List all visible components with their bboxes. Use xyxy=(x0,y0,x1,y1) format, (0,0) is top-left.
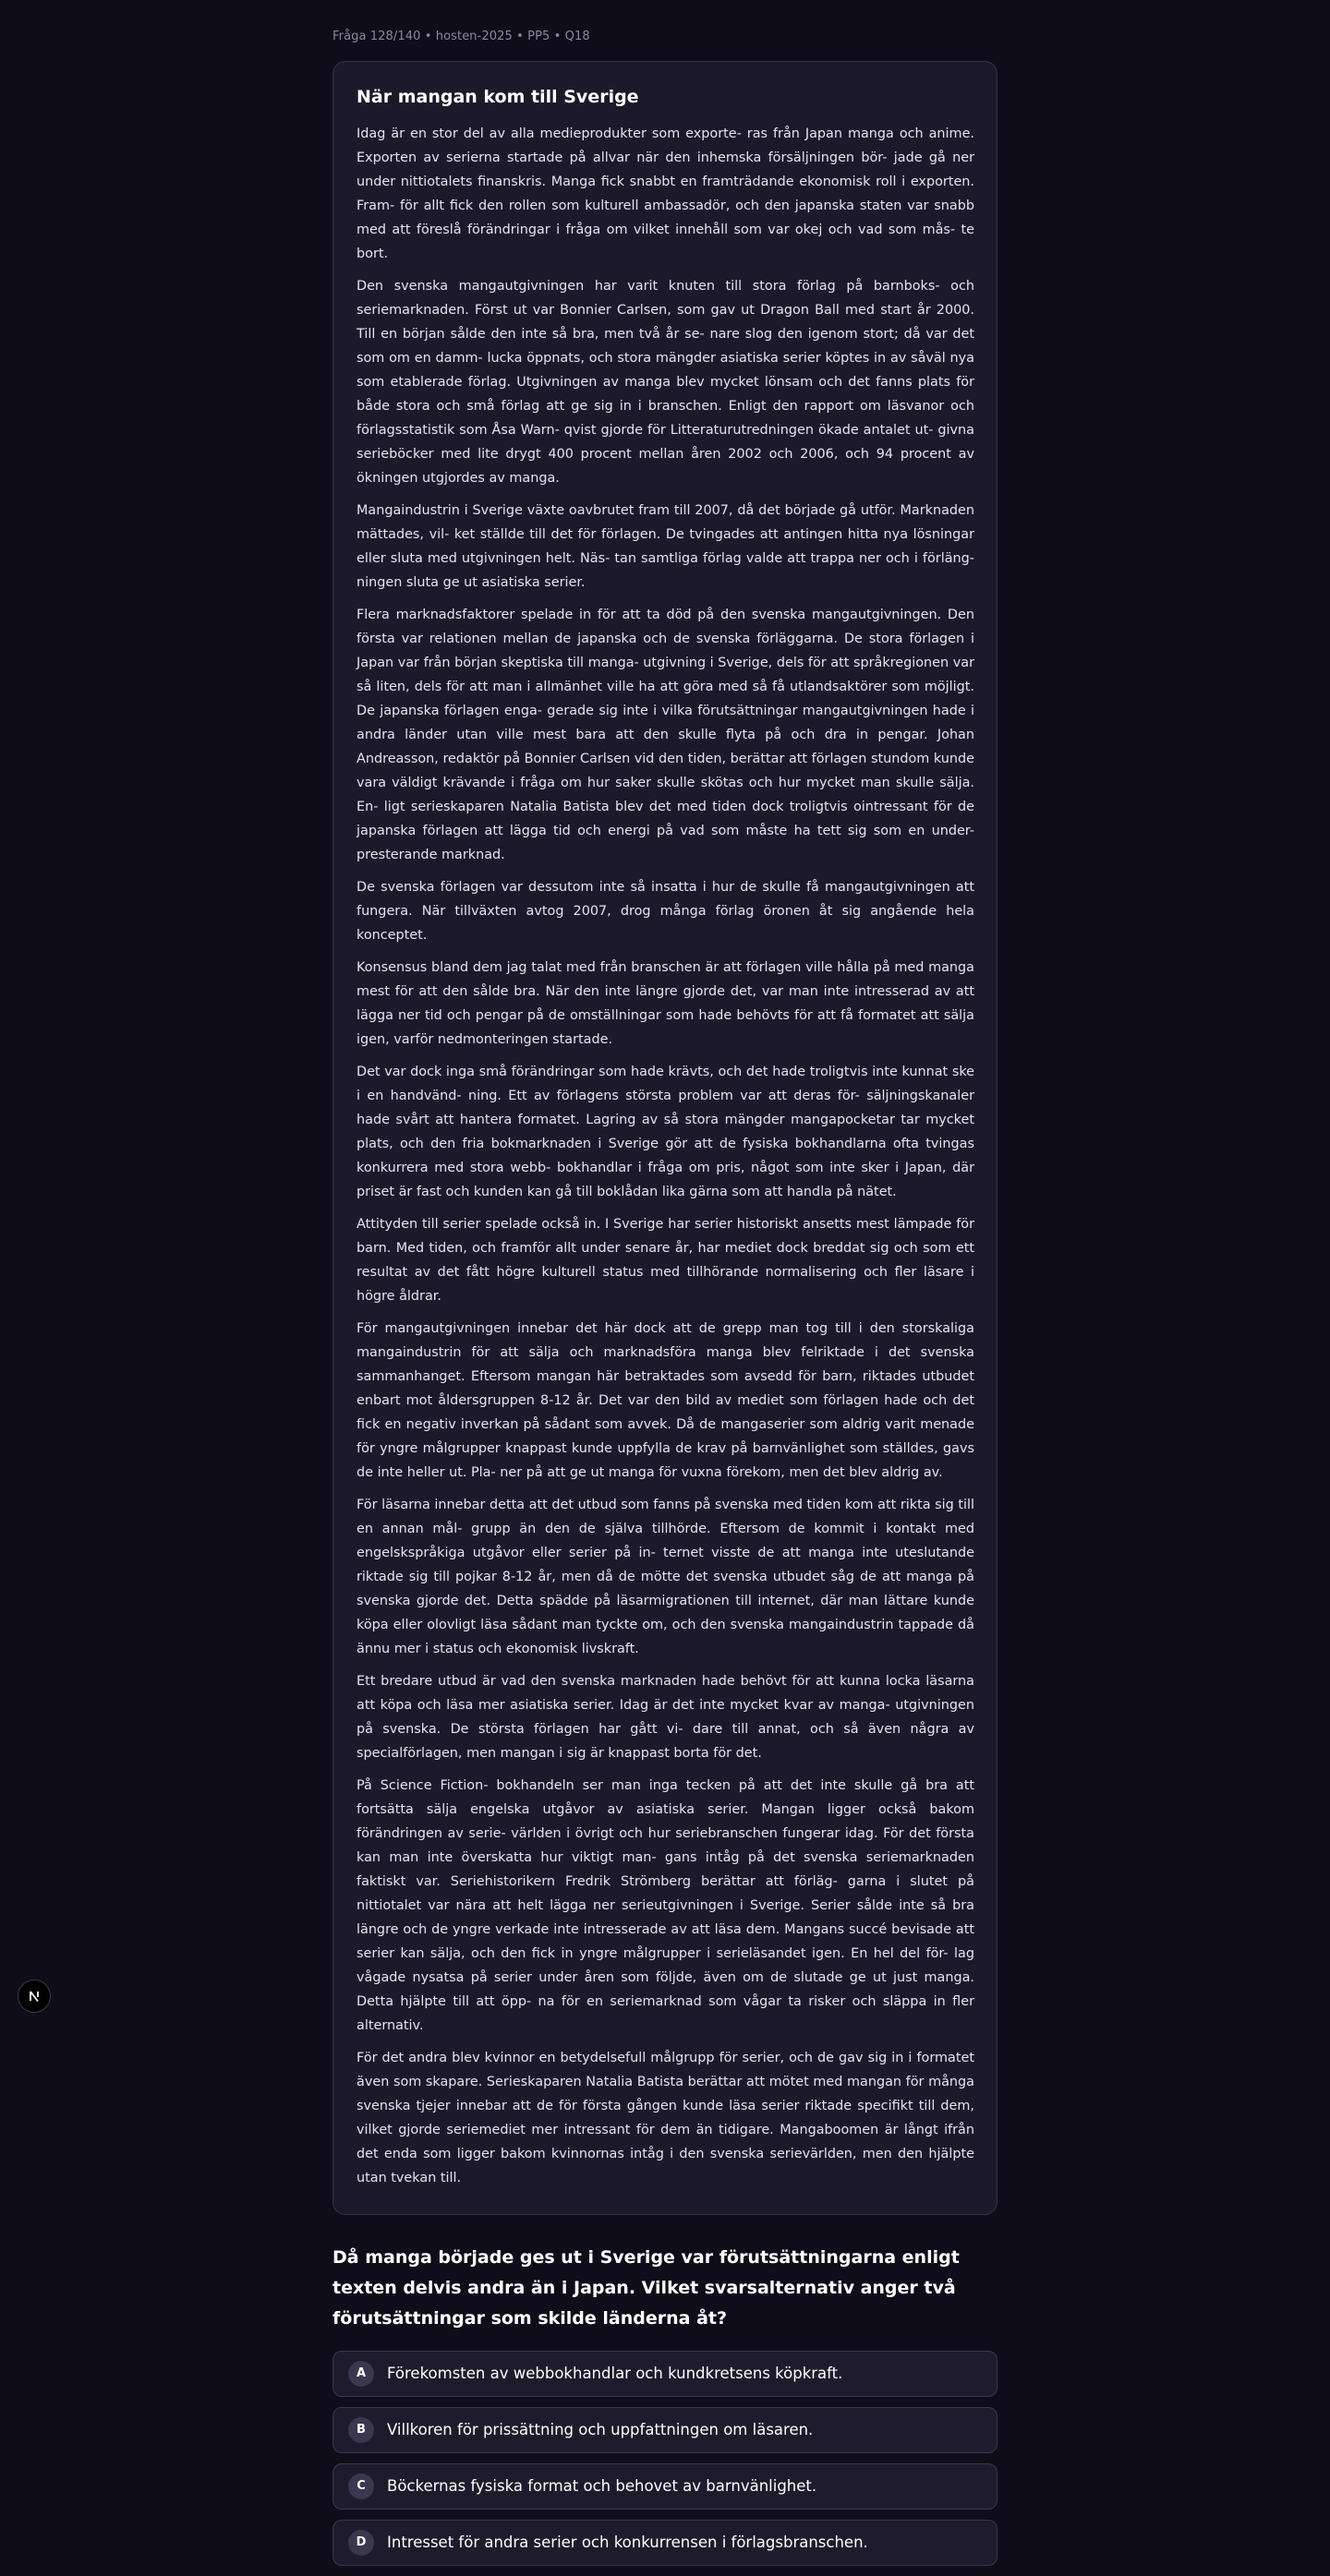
article-paragraph: Attityden till serier spelade också in. I Sverige har serier historiskt ansetts mest lämpade för barn. Med tiden, och framför allt under senare år, har mediet dock breddat sig och som ett resultat av det fått högre kulturell status med tillhörande normalisering och fler läsare i högre åldrar. xyxy=(357,1216,974,1304)
option-label: Villkoren för prissättning och uppfattningen om läsaren. xyxy=(387,2421,814,2439)
option-label: Böckernas fysiska format och behovet av barnvänlighet. xyxy=(387,2477,817,2496)
question-meta: Fråga 128/140 • hosten-2025 • PP5 • Q18 xyxy=(332,30,590,43)
article-card xyxy=(332,61,998,2215)
answer-option-a[interactable] xyxy=(332,2351,998,2397)
article-paragraph: För mangautgivningen innebar det här dock att de grepp man tog till i den storskaliga mangaindustrin för att sälja och marknadsföra manga blev felriktade i det svenska sammanhanget. Eftersom mangan här betraktades som avsedd för barn, riktades utbudet enbart mot åldersgruppen 8-12 år. Det var den bild av mediet som förlagen hade och det fick en negativ inverkan på sådant som avvek. Då de mangaserier som aldrig varit menade för yngre målgrupper knappast kunde uppfylla de krav på barnvänlighet som ställdes, gavs de inte heller ut. Pla- ner på att ge ut manga för vuxna förekom, men det blev aldrig av. xyxy=(357,1320,974,1480)
answer-option-b[interactable] xyxy=(332,2407,998,2453)
article-title: När mangan kom till Sverige xyxy=(357,87,639,107)
article-paragraph: För det andra blev kvinnor en betydelsefull målgrupp för serier, och de gav sig in i formatet även som skapare. Serieskaparen Natalia Batista berättar att mötet med mangan för många svenska tjejer innebar att de för första gången kunde läsa serier riktade specifikt till dem, vilket gjorde seriemediet mer intressant för dem än tidigare. Mangaboomen är långt ifrån det enda som ligger bakom kvinnornas intåg i den svenska serievärlden, men den hjälpte utan tvekan till. xyxy=(357,2050,974,2185)
article-paragraph: Idag är en stor del av alla medieprodukter som exporte- ras från Japan manga och anime. Exporten av serierna startade på allvar när den inhemska försäljningen bör- jade gå ner under nittiotalets finanskris. Manga fick snabbt en framträdande ekonomisk roll i exporten. Fram- för allt fick den rollen som kulturell ambassadör, och den japanska staten var snabb med att föreslå förändringar i fråga om vilket innehåll som var okej och vad som mås- te bort. xyxy=(357,126,974,261)
article-paragraph: Flera marknadsfaktorer spelade in för att ta död på den svenska mangautgivningen. Den första var relationen mellan de japanska och de svenska förläggarna. De stora förlagen i Japan var från början skeptiska till manga- utgivning i Sverige, dels för att språkregionen var så liten, dels för att man i allmänhet ville ha att göra med så få utlandsaktörer som möjligt. De japanska förlagen enga- gerade sig inte i vilka förutsättningar mangautgivningen hade i andra länder utan ville mest bara att den skulle flyta på och dra in pengar. Johan Andreasson, redaktör på Bonnier Carlsen vid den tiden, berättar att förlagen stundom kunde vara väldigt krävande i fråga om hur saker skulle skötas och hur mycket man skulle sälja. En- ligt serieskaparen Natalia Batista blev det med tiden dock troligtvis ointressant för de japanska förlagen att lägga tid och energi på vad som måste ha tett sig som en under- presterande marknad. xyxy=(357,607,974,862)
option-letter-badge: B xyxy=(348,2417,374,2443)
article-paragraph: På Science Fiction- bokhandeln ser man inga tecken på att det inte skulle gå bra att fortsätta sälja engelska utgåvor av asiatiska serier. Mangan ligger också bakom förändringen av serie- världen i övrigt och hur seriebranschen fungerar idag. För det första kan man inte överskatta hur viktigt man- gans intåg på det svenska seriemarknaden faktiskt var. Seriehistorikern Fredrik Strömberg berättar att förläg- garna i slutet på nittiotalet var nära att helt lägga ner serieutgivningen i Sverige. Serier sålde inte så bra längre och de yngre verkade inte intresserade av att läsa dem. Mangans succé bevisade att serier kan sälja, och den fick in yngre målgrupper i serieläsandet igen. En hel del för- lag vågade nysatsa på serier under åren som följde, även om de slutade ge ut just manga. Detta hjälpte till att öpp- na för en seriemarknad som vågar ta risker och släppa in fler alternativ. xyxy=(357,1777,974,2033)
article-paragraph: Konsensus bland dem jag talat med från branschen är att förlagen ville hålla på med manga mest för att den sålde bra. När den inte längre gjorde det, var man inte intresserad av att lägga ner tid och pengar på de omställningar som hade behövts för att få formatet att sälja igen, varför nedmonteringen startade. xyxy=(357,959,974,1047)
option-letter-badge: C xyxy=(348,2474,374,2499)
option-label: Intresset för andra serier och konkurrensen i förlagsbranschen. xyxy=(387,2534,868,2552)
answer-option-d[interactable] xyxy=(332,2520,998,2566)
article-paragraph: Det var dock inga små förändringar som hade krävts, och det hade troligtvis inte kunnat ske i en handvänd- ning. Ett av förlagens största problem var att deras för- säljningskanaler hade svårt att hantera formatet. Lagring av så stora mängder mangapocketar tar mycket plats, och den fria bokmarknaden i Sverige gör att de fysiska bokhandlarna ofta tvingas konkurrera med stora webb- bokhandlar i fråga om pris, något som inte sker i Japan, där priset är fast och kunden kan gå till boklådan lika gärna som att handla på nätet. xyxy=(357,1064,974,1199)
nextjs-dev-indicator-button[interactable] xyxy=(18,1980,51,2013)
page-container xyxy=(332,0,998,2576)
article-paragraph: Den svenska mangautgivningen har varit knuten till stora förlag på barnboks- och seriemarknaden. Först ut var Bonnier Carlsen, som gav ut Dragon Ball med start år 2000. Till en början sålde den inte så bra, men två år se- nare slog den igenom stort; då var det som om en damm- lucka öppnats, och stora mängder asiatiska serier köptes in av såväl nya som etablerade förlag. Utgivningen av manga blev mycket lönsam och det fanns plats för både stora och små förlag att ge sig in i branschen. Enligt den rapport om läsvanor och förlagsstatistik som Åsa Warn- qvist gjorde för Litteraturutredningen ökade antalet ut- givna serieböcker med lite drygt 400 procent mellan åren 2002 och 2006, och 94 procent av ökningen utgjordes av manga. xyxy=(357,278,974,486)
nextjs-logo-icon xyxy=(25,1987,43,2005)
article-paragraph: Ett bredare utbud är vad den svenska marknaden hade behövt för att kunna locka läsarna att köpa och läsa mer asiatiska serier. Idag är det inte mycket kvar av manga- utgivningen på svenska. De största förlagen har gått vi- dare till annat, och så även några av specialförlagen, men mangan i sig är knappast borta för det. xyxy=(357,1673,974,1761)
article-paragraph: För läsarna innebar detta att det utbud som fanns på svenska med tiden kom att rikta sig till en annan mål- grupp än den de själva tillhörde. Eftersom de kommit i kontakt med engelskspråkiga utgåvor eller serier på in- ternet visste de att manga inte uteslutande riktade sig till pojkar 8-12 år, men då de mötte det svenska utbudet såg de att manga på svenska gjorde det. Detta spädde på läsarmigrationen till internet, där man lättare kunde köpa eller olovligt läsa sådant man tyckte om, och den svenska mangaindustrin tappade då ännu mer i status och ekonomisk livskraft. xyxy=(357,1497,974,1656)
article-paragraph: De svenska förlagen var dessutom inte så insatta i hur de skulle få mangautgivningen att fungera. När tillväxten avtog 2007, drog många förlag öronen åt sig angående hela konceptet. xyxy=(357,879,974,943)
option-letter-badge: D xyxy=(348,2530,374,2556)
option-label: Förekomsten av webbokhandlar och kundkretsens köpkraft. xyxy=(387,2365,843,2383)
article-paragraph: Mangaindustrin i Sverige växte oavbrutet fram till 2007, då det började gå utför. Marknaden mättades, vil- ket ställde till det för förlagen. De tvingades att antingen hitta nya lösningar eller sluta med utgivningen helt. Näs- tan samtliga förlag valde att trappa ner och i förläng- ningen sluta ge ut asiatiska serier. xyxy=(357,502,974,590)
answer-options xyxy=(332,2351,998,2566)
answer-option-c[interactable] xyxy=(332,2463,998,2510)
option-letter-badge: A xyxy=(348,2361,374,2387)
question-text: Då manga började ges ut i Sverige var förutsättningarna enligt texten delvis andra än i Japan. Vilket svarsalternativ anger två förutsättningar som skilde länderna åt? xyxy=(332,2246,960,2329)
